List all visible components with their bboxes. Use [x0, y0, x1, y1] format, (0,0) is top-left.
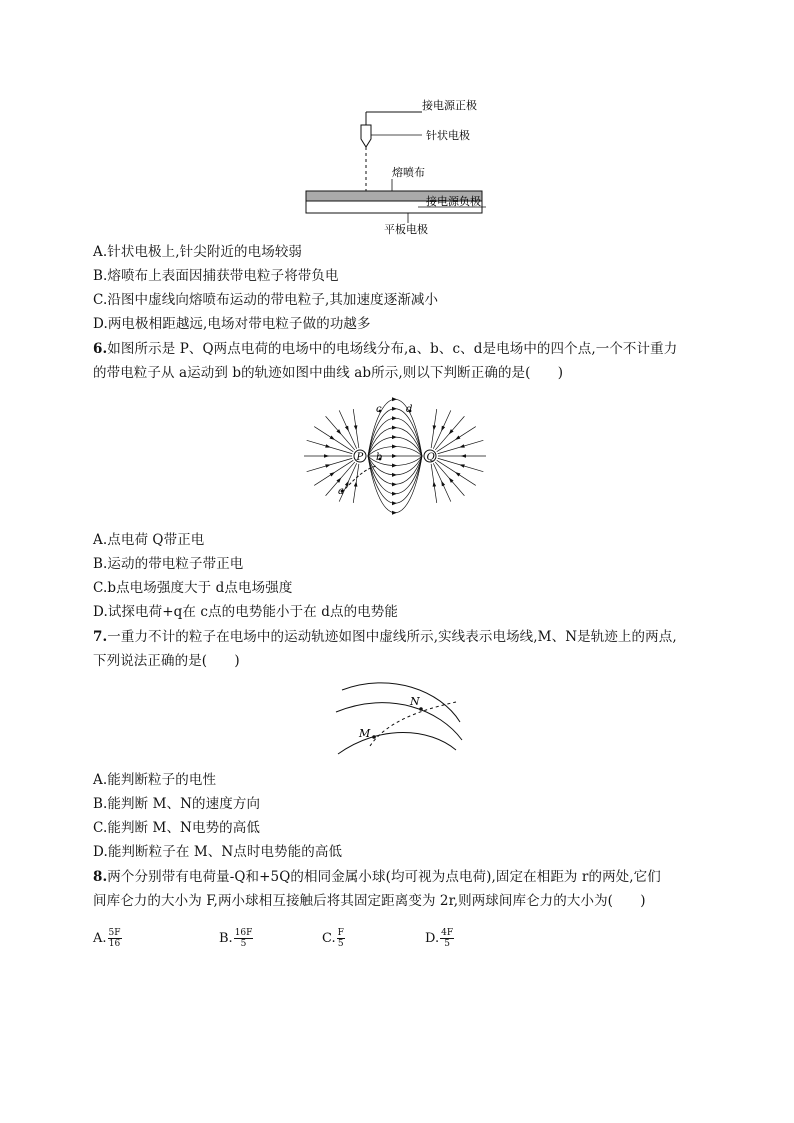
q8-stem-text1: 两个分别带有电荷量-Q和+5Q的相同金属小球(均可视为点电荷),固定在相距为 r的两处,它们	[107, 869, 661, 885]
q7-option-b: B.能判断 M、N的速度方向	[93, 796, 261, 812]
q6-option-b: B.运动的带电粒子带正电	[93, 556, 244, 572]
label-plate: 平板电极	[384, 223, 428, 236]
q8-stem-line1	[93, 867, 661, 887]
pq-field-arrow	[392, 416, 397, 420]
label-c: c	[376, 404, 382, 415]
q7-option-d: D.能判断粒子在 M、N点时电势能的高低	[93, 844, 343, 860]
q6-option-d: D.试探电荷+q在 c点的电势能小于在 d点的电势能	[93, 604, 398, 620]
q-field-arrow	[441, 426, 445, 432]
q-field-arrow	[441, 481, 445, 487]
q8-number: 8.	[93, 869, 108, 885]
pq-field-line	[368, 409, 422, 456]
q7-stem-text1: 一重力不计的粒子在电场中的运动轨迹如图中虚线所示,实线表示电场线,M、N是轨迹上的两点,	[107, 629, 677, 645]
p-field-arrow	[354, 481, 358, 487]
pq-field-arrow	[392, 482, 397, 486]
q8-option-d: D. $\frac{4F}{5}$	[425, 928, 454, 949]
pq-field-arrow	[392, 501, 397, 505]
pq-field-arrow	[392, 445, 397, 449]
field-line-bottom	[338, 733, 456, 755]
pq-field-arrow	[392, 426, 397, 430]
q6-option-c: C.b点电场强度大于 d点电场强度	[93, 580, 293, 596]
label-a: a	[338, 486, 344, 497]
q8-option-a: A. $\frac{5F}{16}$	[93, 928, 121, 949]
p-field-arrow	[345, 481, 349, 487]
q8-option-b: B. $\frac{16F}{5}$	[219, 928, 253, 949]
q6-stem-line2: 的带电粒子从 a运动到 b的轨迹如图中曲线 ab所示,则以下判断正确的是( )	[93, 365, 564, 381]
q5-option-b: B.熔喷布上表面因捕获带电粒子将带负电	[93, 268, 339, 284]
q6-stem-line1	[93, 339, 677, 359]
pq-field-arrow	[392, 511, 397, 515]
q-field-arrow	[455, 472, 461, 476]
label-d: d	[406, 404, 413, 415]
pq-field-arrow	[392, 407, 397, 411]
q-field-arrow	[461, 454, 466, 458]
label-meltblown: 熔喷布	[392, 166, 425, 179]
q-field-arrow	[433, 481, 437, 487]
pq-field-arrow	[392, 435, 397, 439]
p-field-arrow	[330, 436, 336, 440]
pq-field-arrow	[392, 454, 397, 458]
pq-field-arrow	[392, 463, 397, 467]
q-field-arrow	[459, 444, 465, 447]
label-needle: 针状电极	[426, 129, 470, 142]
label-positive: 接电源正极	[422, 99, 477, 112]
q5-option-c: C.沿图中虚线向熔喷布运动的带电粒子,其加速度逐渐减小	[93, 292, 439, 308]
field-lines-figure	[300, 390, 500, 528]
q8-options	[93, 928, 613, 950]
p-field-arrow	[324, 454, 329, 458]
electrode-figure	[300, 95, 500, 240]
q7-number: 7.	[93, 629, 108, 645]
q-field-arrow	[459, 464, 465, 467]
q7-option-c: C.能判断 M、N电势的高低	[93, 820, 260, 836]
label-Q: Q	[426, 452, 435, 463]
q7-option-a: A.能判断粒子的电性	[93, 772, 217, 788]
q6-stem-text1: 如图所示是 P、Q两点电荷的电场中的电场线分布,a、b、c、d是电场中的四个点,一个不计重力	[107, 341, 678, 357]
pq-field-arrow	[392, 397, 397, 401]
label-b: b	[376, 452, 383, 463]
p-field-arrow	[345, 426, 349, 432]
q-field-arrow	[455, 436, 461, 440]
q-field-arrow	[433, 425, 437, 431]
p-field-arrow	[325, 464, 331, 467]
p-field-arrow	[330, 472, 336, 476]
q6-option-a: A.点电荷 Q带正电	[93, 532, 205, 548]
p-field-arrow	[354, 425, 358, 431]
pq-field-arrow	[392, 473, 397, 477]
q6-number: 6.	[93, 341, 108, 357]
trajectory-dashed	[370, 702, 456, 746]
label-N: N	[410, 695, 420, 708]
q5-option-d: D.两电极相距越远,电场对带电粒子做的功越多	[93, 316, 371, 332]
p-field-arrow	[325, 444, 331, 447]
label-P: P	[356, 452, 364, 463]
pq-field-line	[368, 456, 422, 503]
q5-option-a: A.针状电极上,针尖附近的电场较弱	[93, 244, 303, 260]
trajectory-figure	[330, 676, 470, 760]
field-line-top	[342, 683, 460, 722]
q7-stem-line1	[93, 627, 677, 647]
q7-stem-line2: 下列说法正确的是( )	[93, 653, 240, 669]
q8-option-c: C. $\frac{F}{5}$	[322, 928, 344, 949]
q8-stem-line2: 间库仑力的大小为 F,两小球相互接触后将其固定距离变为 2r,则两球间库仑力的大小为( )	[93, 893, 646, 909]
label-negative: 接电源负极	[426, 195, 481, 208]
pq-field-arrow	[392, 492, 397, 496]
label-M: M	[359, 727, 371, 740]
